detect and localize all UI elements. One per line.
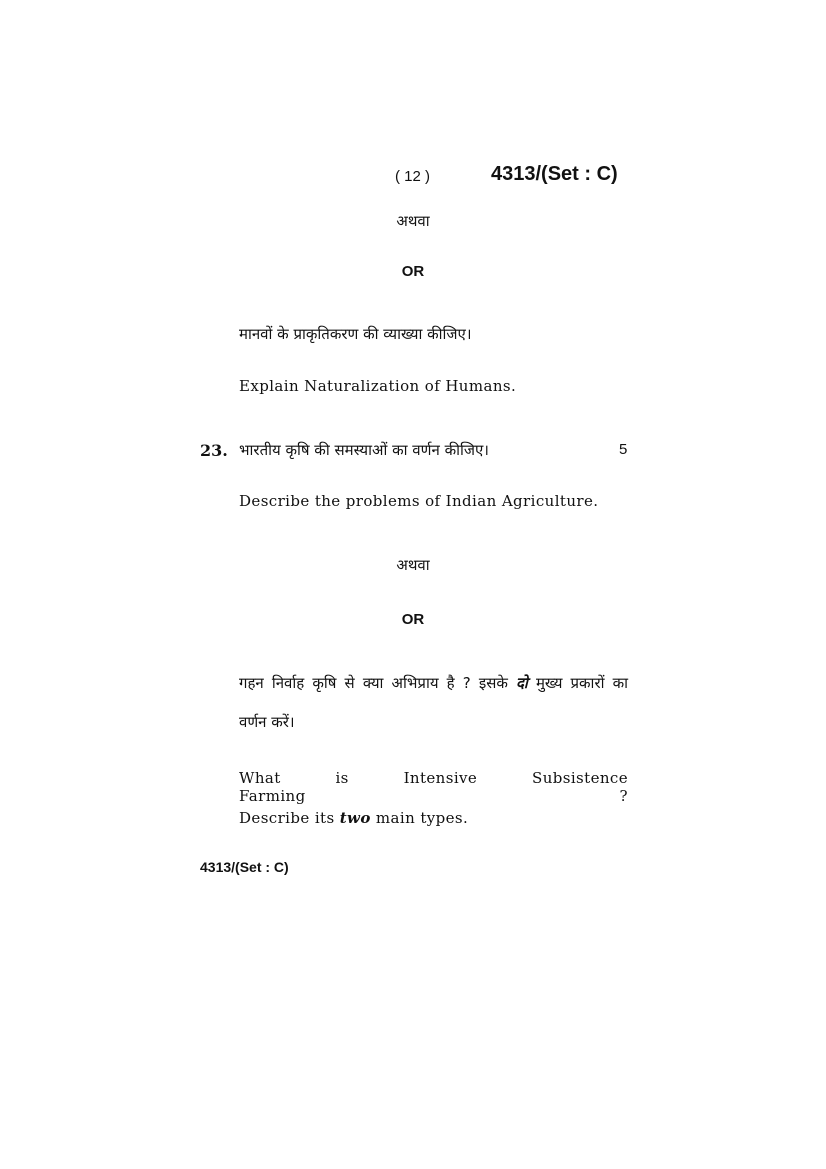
emphasis-two-english: two xyxy=(339,809,371,827)
or-hindi-label: अथवा xyxy=(396,212,430,230)
question-22-alt-hindi: मानवों के प्राकृतिकरण की व्याख्या कीजिए। xyxy=(239,325,472,343)
question-23-alt-english-line1: What is Intensive Subsistence Farming ? xyxy=(239,769,628,805)
question-22-alt-english: Explain Naturalization of Humans. xyxy=(239,377,517,395)
emphasis-two-hindi: दो xyxy=(515,674,528,692)
or-english-label: OR xyxy=(401,263,425,280)
question-marks: 5 xyxy=(619,441,628,458)
question-23-hindi: भारतीय कृषि की समस्याओं का वर्णन कीजिए। xyxy=(239,441,489,459)
question-23-alt-english-line2: Describe its two main types. xyxy=(239,809,469,827)
question-23-english: Describe the problems of Indian Agriculture. xyxy=(239,492,599,510)
or-hindi-label: अथवा xyxy=(396,556,430,574)
question-23-alt-hindi-line2: वर्णन करें। xyxy=(239,713,295,731)
question-number: 23. xyxy=(200,441,228,460)
set-code-footer: 4313/(Set : C) xyxy=(200,859,289,875)
set-code-header: 4313/(Set : C) xyxy=(491,163,618,185)
page-number: ( 12 ) xyxy=(395,168,431,185)
question-23-alt-hindi-line1: गहन निर्वाह कृषि से क्या अभिप्राय है ? इसके दो मुख्य प्रकारों का xyxy=(239,674,628,692)
or-english-label: OR xyxy=(401,611,425,628)
